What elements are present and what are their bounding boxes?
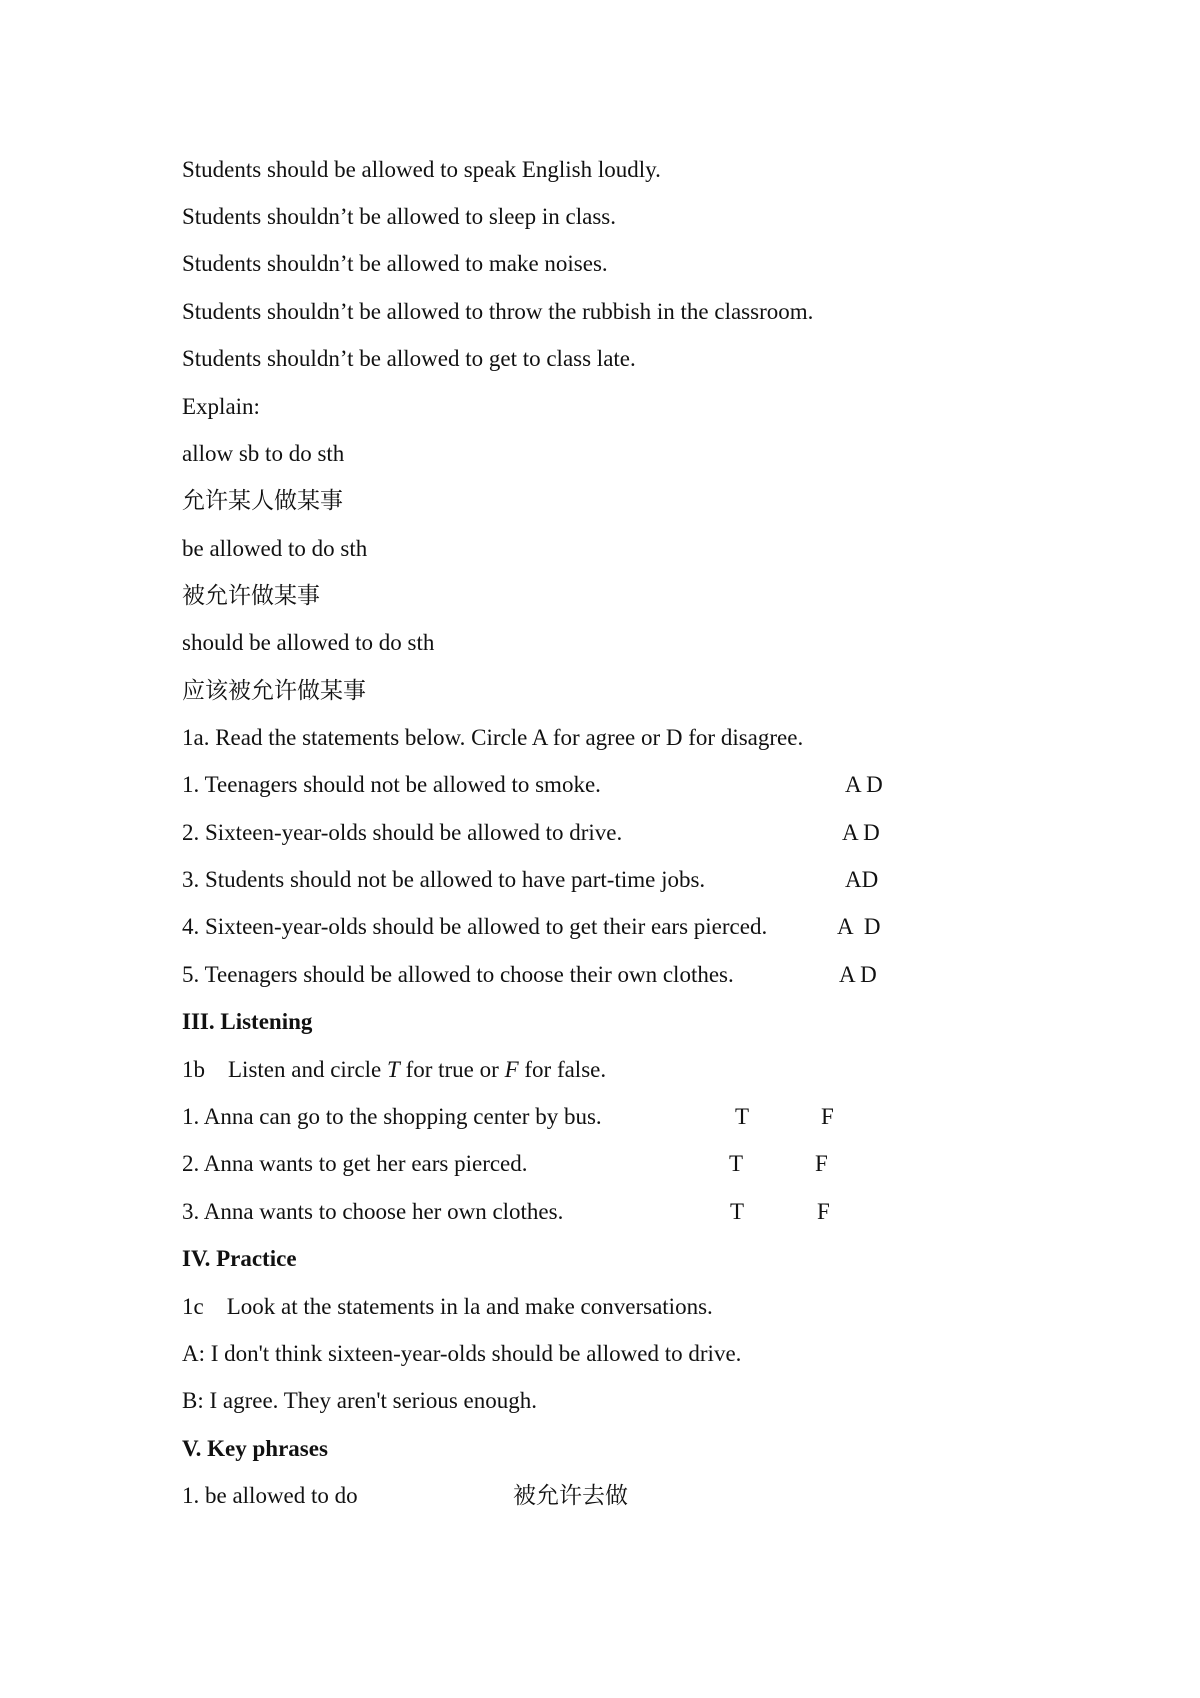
true-option: T <box>730 1199 745 1224</box>
listening-item-text: 2. Anna wants to get her ears pierced. <box>182 1151 528 1176</box>
false-option: F <box>821 1104 834 1129</box>
statement-text: 3. Students should not be allowed to have part-time jobs. <box>182 867 706 892</box>
false-letter: F <box>504 1057 519 1082</box>
agree-disagree-choice: AD <box>845 867 879 892</box>
instruction-text: 1b Listen and circle <box>182 1057 388 1082</box>
practice-heading: IV. Practice <box>182 1246 297 1271</box>
explain-item: 允许某人做某事 <box>182 488 343 513</box>
false-option: F <box>815 1151 828 1176</box>
statement-text: 1. Teenagers should not be allowed to smoke. <box>182 772 601 797</box>
key-phrase-zh: 被允许去做 <box>513 1483 628 1508</box>
explain-heading: Explain: <box>182 394 260 419</box>
rule-line: Students shouldn’t be allowed to make noises. <box>182 251 608 276</box>
rule-line: Students shouldn’t be allowed to sleep in class. <box>182 204 616 229</box>
true-option: T <box>729 1151 744 1176</box>
key-phrase-en: 1. be allowed to do <box>182 1483 358 1508</box>
statement-text: 2. Sixteen-year-olds should be allowed to drive. <box>182 820 623 845</box>
listening-heading: III. Listening <box>182 1009 313 1034</box>
rule-line: Students shouldn’t be allowed to get to class late. <box>182 346 636 371</box>
instruction-text: for true or <box>399 1057 505 1082</box>
explain-item: 被允许做某事 <box>182 583 320 608</box>
listening-item-text: 3. Anna wants to choose her own clothes. <box>182 1199 564 1224</box>
explain-item: be allowed to do sth <box>182 536 368 561</box>
rule-line: Students should be allowed to speak English loudly. <box>182 157 661 182</box>
listening-item-text: 1. Anna can go to the shopping center by bus. <box>182 1104 602 1129</box>
agree-disagree-choice: A D <box>842 820 880 845</box>
practice-instruction: 1c Look at the statements in la and make conversations. <box>182 1294 713 1319</box>
agree-disagree-choice: A D <box>837 914 881 939</box>
agree-disagree-choice: A D <box>845 772 883 797</box>
false-option: F <box>817 1199 830 1224</box>
listening-instruction <box>182 1055 606 1085</box>
explain-item: should be allowed to do sth <box>182 630 435 655</box>
exercise-1a-instruction: 1a. Read the statements below. Circle A for agree or D for disagree. <box>182 725 804 750</box>
rule-line: Students shouldn’t be allowed to throw the rubbish in the classroom. <box>182 299 814 324</box>
explain-item: allow sb to do sth <box>182 441 345 466</box>
dialogue-line: B: I agree. They aren't serious enough. <box>182 1388 537 1413</box>
key-phrases-heading: V. Key phrases <box>182 1436 328 1461</box>
instruction-text: for false. <box>518 1057 607 1082</box>
statement-text: 4. Sixteen-year-olds should be allowed to get their ears pierced. <box>182 914 768 939</box>
statement-text: 5. Teenagers should be allowed to choose their own clothes. <box>182 962 734 987</box>
agree-disagree-choice: A D <box>839 962 877 987</box>
true-letter: T <box>387 1057 400 1082</box>
dialogue-line: A: I don't think sixteen-year-olds should be allowed to drive. <box>182 1341 742 1366</box>
explain-item: 应该被允许做某事 <box>182 678 366 703</box>
true-option: T <box>735 1104 750 1129</box>
